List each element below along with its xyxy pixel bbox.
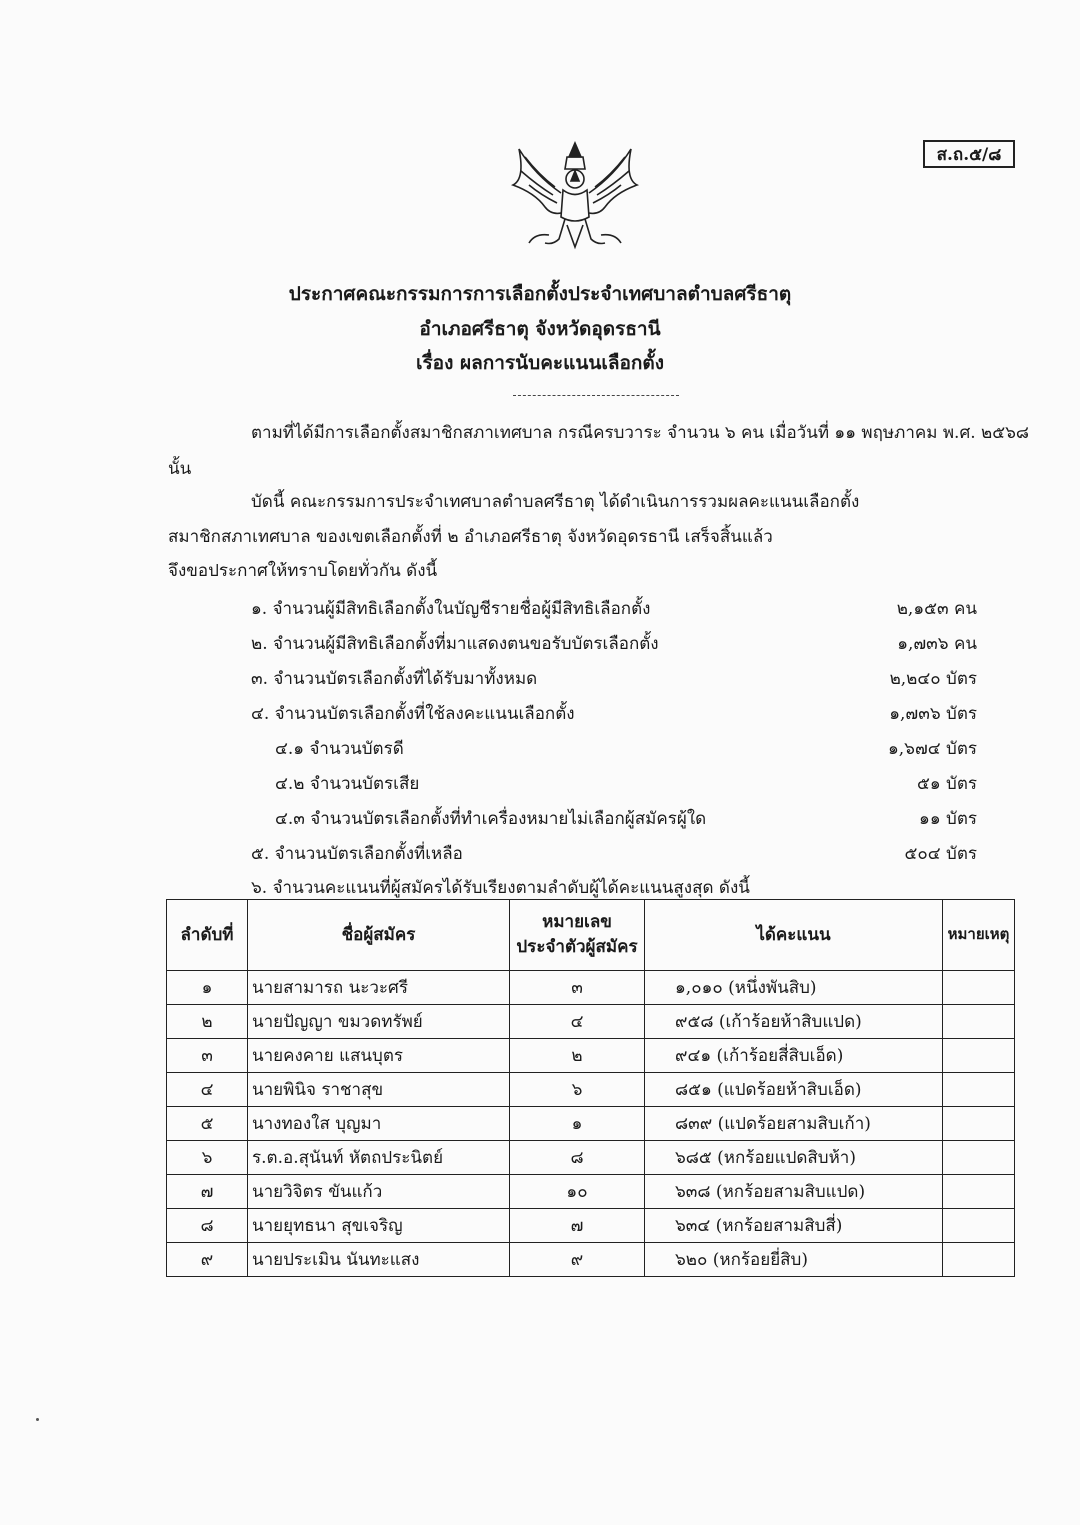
- cell-number: ๔: [510, 1005, 645, 1039]
- cell-number: ๘: [510, 1141, 645, 1175]
- cell-number: ๓: [510, 971, 645, 1005]
- cell-number: ๑๐: [510, 1175, 645, 1209]
- cell-score: ๖๒๐ (หกร้อยยี่สิบ): [645, 1243, 943, 1277]
- table-row: [167, 1005, 1015, 1039]
- table-row: [167, 971, 1015, 1005]
- cell-number: ๖: [510, 1073, 645, 1107]
- cell-score: ๙๕๘ (เก้าร้อยห้าสิบแปด): [645, 1005, 943, 1039]
- item-2-value: ๑,๗๓๖ คน: [897, 634, 977, 654]
- cell-score: ๖๘๕ (หกร้อยแปดสิบห้า): [645, 1141, 943, 1175]
- cell-name: นายพินิจ ราชาสุข: [248, 1073, 510, 1107]
- table-row: [167, 1141, 1015, 1175]
- cell-rank: ๕: [167, 1107, 248, 1141]
- item-4-label: ๔. จำนวนบัตรเลือกตั้งที่ใช้ลงคะแนนเลือกตั้ง: [251, 704, 575, 724]
- table-row: [167, 1107, 1015, 1141]
- cell-remark: [943, 1073, 1015, 1107]
- cell-rank: ๑: [167, 971, 248, 1005]
- cell-name: นายประเมิน นันทะแสง: [248, 1243, 510, 1277]
- cell-score: ๘๓๙ (แปดร้อยสามสิบเก้า): [645, 1107, 943, 1141]
- cell-rank: ๖: [167, 1141, 248, 1175]
- header-number: [510, 900, 645, 971]
- item-4-2-value: ๕๑ บัตร: [916, 774, 977, 794]
- cell-remark: [943, 1243, 1015, 1277]
- item-4-3-value: ๑๑ บัตร: [919, 809, 977, 829]
- cell-name: นางทองใส บุญมา: [248, 1107, 510, 1141]
- item-4-3-label: ๔.๓ จำนวนบัตรเลือกตั้งที่ทำเครื่องหมายไม่เลือกผู้สมัครผู้ใด: [275, 809, 707, 829]
- heading-district: อำเภอศรีธาตุ จังหวัดอุดรธานี: [419, 318, 661, 340]
- item-4-2-label: ๔.๒ จำนวนบัตรเสีย: [275, 774, 420, 794]
- item-1-label: ๑. จำนวนผู้มีสิทธิเลือกตั้งในบัญชีรายชื่อผู้มีสิทธิเลือกตั้ง: [251, 599, 651, 619]
- cell-remark: [943, 1209, 1015, 1243]
- cell-remark: [943, 1107, 1015, 1141]
- body-line-2: สมาชิกสภาเทศบาล ของเขตเลือกตั้งที่ ๒ อำเภอศรีธาตุ จังหวัดอุดรธานี เสร็จสิ้นแล้ว: [168, 527, 773, 547]
- cell-score: ๙๔๑ (เก้าร้อยสี่สิบเอ็ด): [645, 1039, 943, 1073]
- scan-speck: [36, 1418, 39, 1421]
- item-4-1-label: ๔.๑ จำนวนบัตรดี: [275, 739, 404, 759]
- cell-number: ๙: [510, 1243, 645, 1277]
- cell-name: นายยุทธนา สุขเจริญ: [248, 1209, 510, 1243]
- cell-number: ๒: [510, 1039, 645, 1073]
- document-code: ส.ถ.๕/๘: [936, 144, 1002, 165]
- cell-score: ๑,๐๑๐ (หนึ่งพันสิบ): [645, 971, 943, 1005]
- item-3-label: ๓. จำนวนบัตรเลือกตั้งที่ได้รับมาทั้งหมด: [251, 669, 538, 689]
- cell-name: นายวิจิตร ขันแก้ว: [248, 1175, 510, 1209]
- item-5-label: ๕. จำนวนบัตรเลือกตั้งที่เหลือ: [251, 844, 463, 864]
- cell-name: นายปัญญา ขมวดทรัพย์: [248, 1005, 510, 1039]
- heading-subject: เรื่อง ผลการนับคะแนนเลือกตั้ง: [415, 352, 664, 374]
- intro-line-2: นั้น: [168, 459, 192, 479]
- table-row: [167, 1039, 1015, 1073]
- header-number-line-2: ประจำตัวผู้สมัคร: [516, 937, 638, 957]
- body-line-1: บัดนี้ คณะกรรมการประจำเทศบาลตำบลศรีธาตุ ได้ดำเนินการรวมผลคะแนนเลือกตั้ง: [251, 492, 860, 512]
- table-row: [167, 1243, 1015, 1277]
- table-row: [167, 1073, 1015, 1107]
- cell-rank: ๔: [167, 1073, 248, 1107]
- header-remark: หมายเหตุ: [943, 900, 1015, 971]
- body-line-3: จึงขอประกาศให้ทราบโดยทั่วกัน ดังนี้: [168, 561, 438, 581]
- cell-remark: [943, 1175, 1015, 1209]
- heading-title: ประกาศคณะกรรมการการเลือกตั้งประจำเทศบาลตำบลศรีธาตุ: [288, 283, 792, 305]
- heading-divider: [513, 395, 679, 396]
- garuda-emblem-icon: [505, 135, 645, 253]
- item-2-label: ๒. จำนวนผู้มีสิทธิเลือกตั้งที่มาแสดงตนขอรับบัตรเลือกตั้ง: [251, 634, 659, 654]
- intro-line-1: ตามที่ได้มีการเลือกตั้งสมาชิกสภาเทศบาล กรณีครบวาระ จำนวน ๖ คน เมื่อวันที่ ๑๑ พฤษภาคม พ.ศ. ๒๕๖๘: [251, 423, 1030, 443]
- item-4-value: ๑,๗๓๖ บัตร: [889, 704, 977, 724]
- item-6-label: ๖. จำนวนคะแนนที่ผู้สมัครได้รับเรียงตามลำดับผู้ได้คะแนนสูงสุด ดังนี้: [251, 878, 750, 898]
- cell-rank: ๙: [167, 1243, 248, 1277]
- header-number-line-1: หมายเลข: [542, 912, 612, 933]
- item-5-value: ๕๐๔ บัตร: [904, 844, 977, 864]
- cell-rank: ๘: [167, 1209, 248, 1243]
- header-rank: ลำดับที่: [167, 900, 248, 971]
- item-1-value: ๒,๑๕๓ คน: [896, 599, 977, 619]
- cell-remark: [943, 971, 1015, 1005]
- cell-number: ๗: [510, 1209, 645, 1243]
- table-header-row: [167, 900, 1015, 971]
- results-table: [166, 899, 1015, 1277]
- cell-remark: [943, 1141, 1015, 1175]
- header-score: ได้คะแนน: [645, 900, 943, 971]
- header-name: ชื่อผู้สมัคร: [248, 900, 510, 971]
- cell-name: นายสามารถ นะวะศรี: [248, 971, 510, 1005]
- table-row: [167, 1175, 1015, 1209]
- cell-rank: ๓: [167, 1039, 248, 1073]
- cell-name: ร.ต.อ.สุนันท์ หัตถประนิตย์: [248, 1141, 510, 1175]
- cell-score: ๖๓๔ (หกร้อยสามสิบสี่): [645, 1209, 943, 1243]
- document-code-box: [923, 140, 1015, 168]
- item-3-value: ๒,๒๔๐ บัตร: [889, 669, 977, 689]
- cell-rank: ๗: [167, 1175, 248, 1209]
- cell-rank: ๒: [167, 1005, 248, 1039]
- cell-score: ๖๓๘ (หกร้อยสามสิบแปด): [645, 1175, 943, 1209]
- table-row: [167, 1209, 1015, 1243]
- cell-number: ๑: [510, 1107, 645, 1141]
- cell-score: ๘๕๑ (แปดร้อยห้าสิบเอ็ด): [645, 1073, 943, 1107]
- item-4-1-value: ๑,๖๗๔ บัตร: [887, 739, 977, 759]
- cell-remark: [943, 1005, 1015, 1039]
- cell-remark: [943, 1039, 1015, 1073]
- cell-name: นายคงคาย แสนบุตร: [248, 1039, 510, 1073]
